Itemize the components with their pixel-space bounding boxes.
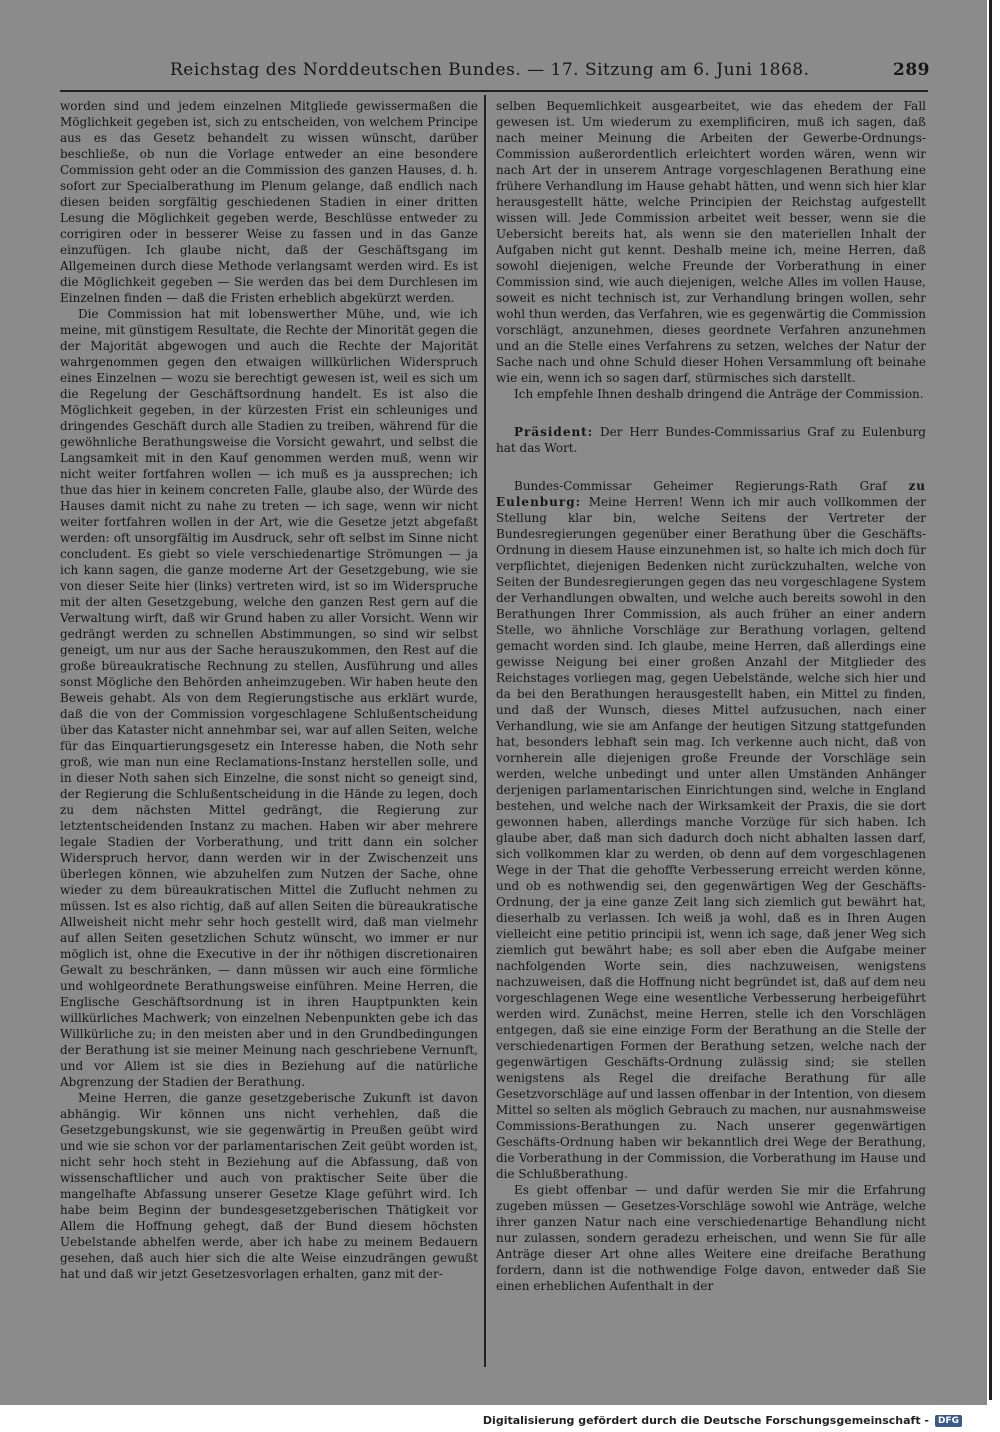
speech-text: Meine Herren! Wenn ich mir auch vollkommen der Stellung klar bin, welche Seitens der Vertreter der Bundesregierungen gegenüber einer Berathung über die Geschäfts-Ordnung in diesem Hause einzunehmen ist, so halte ich mich doch für verpflichtet, diejenigen Bedenken nicht zurückzuhalten, welche von Seiten der Bundesregierungen gegen das neu vorgeschlagene System der Verhandlungen obwalten, und welche auch bereits sowohl in den Berathungen Ihrer Commission, als auch früher an einer andern Stelle, wo ähnliche Vorschläge zur Berathung vorlagen, geltend gemacht worden sind. Ich glaube, meine Herren, daß allerdings eine gewisse Neigung bei einer großen Anzahl der Mitglieder des Reichstages vorliegen mag, gegen Uebelstände, welche sich hier und da bei den Berathungen herausgestellt haben, ein Mittel zu finden, und daß der Wunsch, dieses Mittel aufzusuchen, nach einer Verhandlung, wie sie am Anfange der heutigen Sitzung stattgefunden hat, besonders lebhaft sein mag. Ich verkenne auch nicht, daß von vornherein alle diejenigen große Freunde der Vorschläge sein werden, welche unbedingt und unter allen Umständen Anhänger derjenigen parlamentarischen Einrichtungen sind, welche in England bestehen, und welche nach der Wirksamkeit der Praxis, die sie dort gewonnen haben, allerdings manche Vorzüge für sich haben. Ich glaube aber, daß man sich dadurch doch nicht abhalten lassen darf, sich vollkommen klar zu werden, ob denn auf dem vorgeschlagenen Wege in der That die gehoffte Verbesserung erreicht werden könne, und ob es nothwendig sei, den gegenwärtigen Weg der Geschäfts-Ordnung, der ja eine ganze Zeit lang sich ziemlich gut bewährt hat, dieserhalb zu verlassen. Ich weiß ja wohl, daß es in Ihren Augen vielleicht eine petitio principii ist, wenn ich sage, daß jener Weg sich ziemlich gut bewährt habe; es soll aber eben die Aufgabe meiner nachfolgenden Worte sein, dies nachzuweisen, wenigstens nachzuweisen, daß die Hoffnung nicht begründet ist, daß auf dem neu vorgeschlagenen Wege eine wesentliche Verbesserung herbeigeführt werden wird. Zunächst, meine Herren, stelle ich den Vorschlägen entgegen, daß sie eine einzige Form der Berathung an die Stelle der verschiedenartigen Formen der Berathung setzen, welche nach der gegenwärtigen Geschäfts-Ordnung zulässig sind; sie stellen wenigstens als Regel die dreifache Berathung für alle Gesetzvorschläge auf und lassen offenbar in der Intention, von diesem Mittel so selten als möglich Gebrauch zu machen, nur ausnahmsweise Commissions-Berathungen zu. Nach unserer gegenwärtigen Geschäfts-Ordnung haben wir bekanntlich drei Wege der Berathung, die Vorberathung in der Commission, die Vorberathung im Hause und die Schlußberathung. [496,495,926,1181]
speech-text: Der Herr Bundes-Commissarius Graf zu Eulenburg hat das Wort. [496,425,926,455]
paragraph: Es giebt offenbar — und dafür werden Sie mir die Erfahrung zugeben müssen — Gesetzes-Vorschläge sowohl wie Anträge, welche ihrer ganzen Natur nach eine verschiedenartige Behandlung nicht nur zulassen, sondern geradezu erheischen, und wenn Sie für alle Anträge dieser Art ohne alles Weitere eine dreifache Berathung fordern, dann ist die nothwendige Folge davon, entweder daß Sie einen erheblichen Aufenthalt in der [496,1183,926,1293]
footer-text: Digitalisierung gefördert durch die Deutsche Forschungsgemeinschaft - [482,1414,929,1427]
footer [483,1414,962,1427]
header-title: Reichstag des Norddeutschen Bundes. — 17. Sitzung am 6. Juni 1868. [170,60,810,80]
commissar-paragraph [496,478,926,1182]
paragraph: worden sind und jedem einzelnen Mitgliede gewissermaßen die Möglichkeit gegeben ist, sich zu entscheiden, von welchem Principe aus es das Gesetz behandelt zu wissen wünscht, darüber beschließe, ob nun die Vorlage entweder an eine besondere Commission geht oder an die Commission des ganzen Hauses, d. h. sofort zur Specialberathung im Plenum gelange, daß endlich nach diesen beiden sorgfältig geschiedenen Stadien in einer dritten Lesung die Möglichkeit gegeben werde, Beschlüsse entweder zu corrigiren oder in besserer Weise zu fassen und in das Ganze einzufügen. Ich glaube nicht, daß der Geschäftsgang im Allgemeinen durch diese Methode verlangsamt werden wird. Es ist die Möglichkeit gegeben — Sie werden das bei dem Durchlesen im Einzelnen finden — daß die Fristen erheblich abgekürzt werden. [60,99,478,305]
page-number: 289 [893,60,930,80]
paragraph: Ich empfehle Ihnen deshalb dringend die Anträge der Commission. [514,387,924,401]
header-rule [60,90,928,92]
column-divider [484,95,486,1367]
president-paragraph [496,424,926,456]
left-column [60,98,478,1282]
paragraph: selben Bequemlichkeit ausgearbeitet, wie das ehedem der Fall gewesen ist. Um wiederum zu exemplificiren, muß ich sagen, daß nach meiner Meinung die Arbeiten der Gewerbe-Ordnungs-Commission außerordentlich erleichtert worden wären, wenn wir nach Art der in unserem Antrage vorgeschlagenen Berathung eine frühere Verhandlung im Hause gehabt hätten, und wenn sich hier klar herausgestellt hätte, welche Principien der Reichstag aufgestellt wissen will. Jede Commission arbeitet weit besser, wenn sie die Uebersicht bereits hat, als wenn sie den materiellen Inhalt der Aufgaben nicht gut kennt. Deshalb meine ich, meine Herren, daß sowohl diejenigen, welche Freunde der Vorberathung in einer Commission sind, wie auch diejenigen, welche Alles im vollen Hause, soweit es nicht technisch ist, zur Verhandlung bringen wollen, sehr wohl thun werden, das Verfahren, wie es gegenwärtig die Commission vorschlägt, anzunehmen, dieses geordnete Verfahren anzunehmen und an die Stelle eines Verfahrens zu setzen, welches der Natur der Sache nach und ohne Schuld dieser Hohen Versammlung oft beinahe wie ein, wenn ich so sagen darf, stürmisches sich darstellt. [496,99,926,385]
speaker-name: zu Eulenburg: [496,479,926,509]
paragraph: Meine Herren, die ganze gesetzgeberische Zukunft ist davon abhängig. Wir können uns nicht verhehlen, daß die Gesetzgebungskunst, wie sie gegenwärtig in Preußen geübt wird und wie sie schon vor der parlamentarischen Zeit geübt worden ist, nicht sehr hoch steht in Beziehung auf die Abfassung, daß von wissenschaftlicher und auch von praktischer Seite über die mangelhafte Abfassung unserer Gesetze Klage geführt wird. Ich habe beim Beginn der bundesgesetzgeberischen Thätigkeit vor Allem die Hoffnung gehegt, daß der Bund diesem höchsten Uebelstande abhelfen werde, aber ich habe zu meinem Bedauern gesehen, daß auch hier sich die alte Weise einzudrängen gewußt hat und daß wir jetzt Gesetzesvorlagen erhalten, ganz mit der- [60,1091,478,1281]
speaker-label: Präsident: [514,425,594,439]
paragraph: Die Commission hat mit lobenswerther Mühe, und, wie ich meine, mit günstigem Resultate, die Rechte der Minorität gegen die der Majorität abgewogen und auch die Rechte der Majorität wahrgenommen gegen den etwaigen willkürlichen Widerspruch eines Einzelnen — wozu sie berechtigt gewesen ist, weil es sich um die Regelung der Geschäftsordnung handelt. Es ist also die Möglichkeit gegeben, in der kürzesten Frist ein schleuniges und dringendes Geschäft durch alle Stadien zu treiben, während für die gewöhnliche Berathungsweise die Vorsicht gewahrt, und selbst die Langsamkeit mit in den Kauf genommen werden muß, wenn wir nicht weiter fortfahren wollen — ich muß es ja aussprechen; ich thue das hier in keinem concreten Falle, glaube also, der Würde des Hauses damit nicht zu nahe zu treten — ich sage, wenn wir nicht weiter fortfahren wollen in der Art, wie die Gesetze jetzt abgefaßt werden: oft unsorgfältig im Ausdruck, sehr oft selbst im Sinne nicht concludent. Es giebt so viele verschiedenartige Strömungen — ja ich kann sagen, die ganze moderne Art der Gesetzgebung, wie sie von dieser Seite hier (links) vertreten wird, ist so im Widerspruche mit der alten Gesetzgebung, welche den ganzen Rest gern auf die Verwaltung wirft, daß wir Grund haben zu aller Vorsicht. Wenn wir gedrängt werden zu schnellen Abstimmungen, so sind wir selbst geneigt, um nur aus der Sache herauszukommen, den Rest auf die große büreaukratische Rechnung zu stellen, Ausführung und alles sonst Mögliche den Behörden anheimzugeben. Wir haben heute den Beweis gehabt. Als von dem Regierungstische aus erklärt wurde, daß die von der Commission vorgeschlagene Schlußentscheidung über das Kataster nicht annehmbar sei, war auf allen Seiten, welche für das Einquartierungsgesetz ein Interesse haben, die Noth sehr groß, wie man nun eine Reclamations-Instanz herstellen solle, und in dieser Noth sahen sich Einzelne, die sonst nicht so geneigt sind, der Regierung die Schlußentscheidung in die Hände zu legen, doch zu dem nächsten Mittel gedrängt, die Regierung zur letztentscheidenden Instanz zu machen. Haben wir aber mehrere legale Stadien der Vorberathung, und tritt dann ein solcher Widerspruch hervor, dann werden wir in der Zwischenzeit uns überlegen können, wie abzuhelfen zum Nutzen der Sache, ohne wieder zu dem büreaukratischen Mittel die Zuflucht nehmen zu müssen. Ist es also richtig, daß auf allen Seiten die büreaukratische Allweisheit nicht mehr sehr hoch gestellt wird, daß man vielmehr auf allen Seiten gesetzlichen Schutz wünscht, wo immer er nur möglich ist, ohne die Executive in der ihr nöthigen discretionairen Gewalt zu beschränken, — dann müssen wir auch eine förmliche und wohlgeordnete Berathungsweise einführen. Meine Herren, die Englische Geschäftsordnung ist in ihren Hauptpunkten kein willkürliches Machwerk; von einzelnen Nebenpunkten gebe ich das Willkürliche zu; in den meisten aber und in den Grundbedingungen der Berathung ist sie meiner Meinung nach geschriebene Vernunft, und vor Allem ist sie dies in Beziehung auf die natürliche Abgrenzung der Stadien der Berathung. [60,307,478,1089]
scan-edge [989,0,992,1400]
running-header [170,60,930,84]
right-column [496,98,926,1294]
dfg-logo: DFG [935,1415,962,1427]
speaker-intro: Bundes-Commissar Geheimer Regierungs-Rath Graf [514,479,887,493]
